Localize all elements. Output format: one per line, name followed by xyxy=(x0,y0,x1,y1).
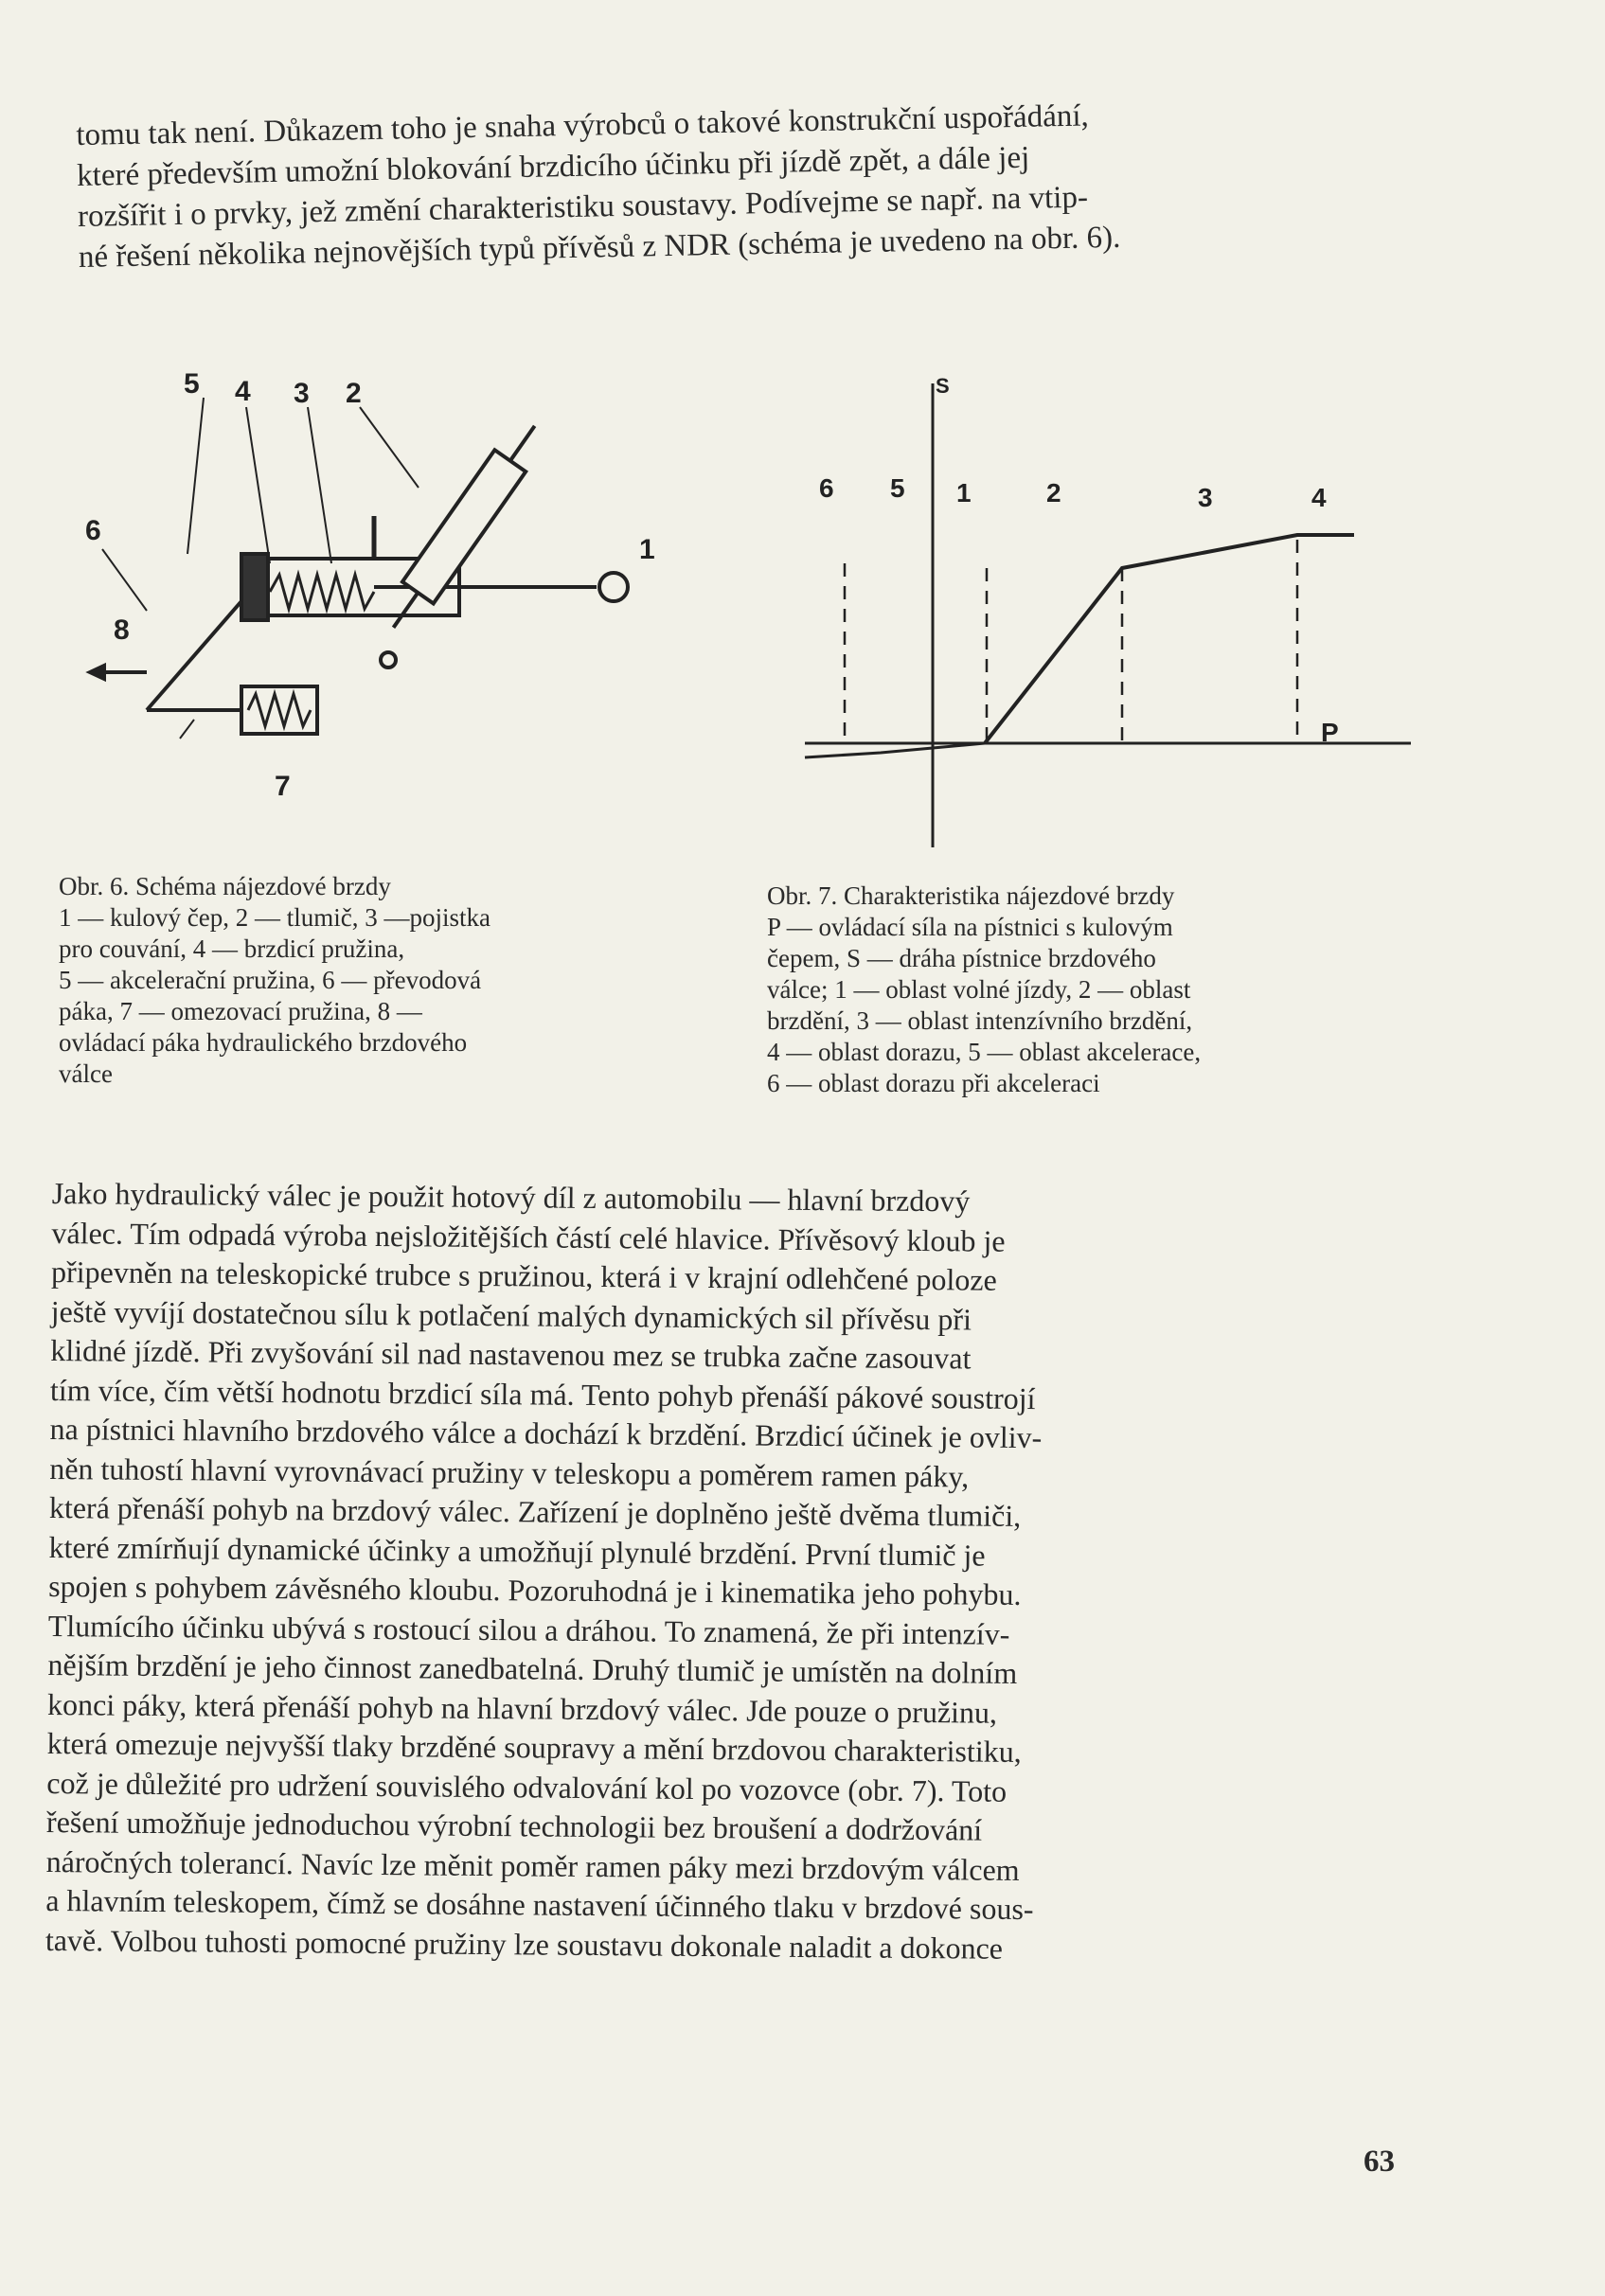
text-line: které především umožní blokování brzdicího účinku při jízdě zpět, a dále jej xyxy=(76,140,1030,193)
p-axis-label: P xyxy=(1321,718,1339,747)
text-line: které zmírňují dynamické účinky a umožňují plynulé brzdění. První tlumič je xyxy=(48,1529,986,1573)
text-line: ještě vyvíjí dostatečnou sílu k potlačení malých dynamických sil přívěsu při xyxy=(50,1293,972,1336)
text-line: klidné jízdě. Při zvyšování sil nad nastavenou mez se trubka začne zasouvat xyxy=(50,1332,972,1376)
brake-spring xyxy=(270,575,374,609)
text-line: která omezuje nejvyšší tlaky brzděné soupravy a mění brzdovou charakteristiku, xyxy=(46,1725,1022,1769)
figure-7-caption xyxy=(767,881,1430,1099)
fig6-label-6: 6 xyxy=(85,515,101,546)
fig6-label-4: 4 xyxy=(235,376,251,407)
s-axis-label: S xyxy=(936,374,950,398)
text-line: a hlavním teleskopem, čímž se dosáhne nastavení účinného tlaku v brzdové sous- xyxy=(45,1882,1034,1927)
damper-pivot xyxy=(381,652,396,667)
fig6-label-2: 2 xyxy=(346,378,362,409)
fig6-label-8: 8 xyxy=(114,614,130,646)
paragraph-main xyxy=(45,1174,1416,1972)
zone-label-6: 6 xyxy=(819,473,834,503)
caption-line: pro couvání, 4 — brzdicí pružina, xyxy=(59,934,405,963)
text-line: nějším brzdění je jeho činnost zanedbatelná. Druhý tlumič je umístěn na dolním xyxy=(47,1646,1018,1690)
zone-label-1: 1 xyxy=(956,478,972,507)
zone-label-3: 3 xyxy=(1198,483,1213,512)
text-line: né řešení několika nejnovějších typů přívěsů z NDR (schéma je uvedeno na obr. 6). xyxy=(78,220,1121,275)
zone-dividers xyxy=(845,540,1297,743)
figure-7-graph xyxy=(786,365,1439,857)
text-line: na pístnici hlavního brzdového válce a dochází k brzdění. Brzdicí účinek je ovliv- xyxy=(49,1411,1043,1455)
caption-line: ovládací páka hydraulického brzdového xyxy=(59,1028,468,1057)
caption-line: Obr. 6. Schéma nájezdové brzdy xyxy=(59,872,391,900)
damper xyxy=(378,415,550,638)
text-line: která přenáší pohyb na brzdový válec. Zařízení je doplněno ještě dvěma tlumiči, xyxy=(48,1489,1022,1533)
zone-label-5: 5 xyxy=(890,473,905,503)
text-line: Tlumícího účinku ubývá s rostoucí silou a dráhou. To znamená, že při intenzív- xyxy=(47,1608,1010,1651)
caption-line: 4 — oblast dorazu, 5 — oblast akcelerace, xyxy=(767,1038,1202,1066)
ball-joint xyxy=(599,573,628,601)
caption-line: Obr. 7. Charakteristika nájezdové brzdy xyxy=(767,881,1175,910)
caption-line: brzdění, 3 — oblast intenzívního brzdění, xyxy=(767,1006,1193,1035)
cylinder-cap xyxy=(241,554,268,620)
text-line: něn tuhostí hlavní vyrovnávací pružiny v teleskopu a poměrem ramen páky, xyxy=(49,1451,970,1493)
fig6-label-7: 7 xyxy=(275,771,291,802)
text-line: tavě. Volbou tuhosti pomocné pružiny lze soustavu dokonale naladit a dokonce xyxy=(45,1922,1004,1966)
text-line: tomu tak není. Důkazem toho je snaha výrobců o takové konstrukční uspořádání, xyxy=(76,98,1090,152)
page-number: 63 xyxy=(1364,2145,1395,2179)
fig6-label-1: 1 xyxy=(639,534,655,565)
figure-6-schematic xyxy=(85,365,691,819)
text-line: válec. Tím odpadá výroba nejsložitějších částí celé hlavice. Přívěsový kloub je xyxy=(51,1215,1006,1258)
figure-6-caption xyxy=(59,871,731,1090)
caption-line: 6 — oblast dorazu při akceleraci xyxy=(767,1069,1100,1097)
paragraph-top xyxy=(76,89,1452,278)
text-line: což je důležité pro udržení souvislého odvalování kol po vozovce (obr. 7). Toto xyxy=(46,1765,1008,1808)
fig6-label-5: 5 xyxy=(184,368,200,400)
fig6-label-3: 3 xyxy=(294,378,310,409)
text-line: náročných tolerancí. Navíc lze měnit poměr ramen páky mezi brzdovým válcem xyxy=(45,1843,1020,1887)
caption-line: 5 — akcelerační pružina, 6 — převodová xyxy=(59,966,482,994)
caption-line: páka, 7 — omezovací pružina, 8 — xyxy=(59,997,422,1025)
text-line: řešení umožňuje jednoduchou výrobní technologii bez broušení a dodržování xyxy=(45,1804,983,1847)
zone-label-4: 4 xyxy=(1311,483,1327,512)
characteristic-curve xyxy=(985,535,1354,743)
text-line: tím více, čím větší hodnotu brzdicí síla má. Tento pohyb přenáší pákové soustrojí xyxy=(49,1372,1036,1415)
caption-line: válce xyxy=(59,1059,113,1088)
text-line: rozšířit i o prvky, jež změní charakteristiku soustavy. Podívejme se např. na vtip- xyxy=(77,180,1089,234)
text-line: připevněn na teleskopické trubce s pružinou, která i v krajní odlehčené poloze xyxy=(50,1254,997,1297)
text-line: Jako hydraulický válec je použit hotový díl z automobilu — hlavní brzdový xyxy=(51,1175,971,1219)
caption-line: 1 — kulový čep, 2 — tlumič, 3 —pojistka xyxy=(59,903,490,932)
caption-line: P — ovládací síla na pístnici s kulovým xyxy=(767,913,1173,941)
transmission-lever xyxy=(147,601,241,710)
curve-negative xyxy=(805,743,985,757)
text-line: konci páky, která přenáší pohyb na hlavní brzdový válec. Jde pouze o pružinu, xyxy=(46,1686,998,1730)
caption-line: válce; 1 — oblast volné jízdy, 2 — oblast xyxy=(767,975,1191,1004)
zone-label-2: 2 xyxy=(1046,478,1061,507)
limiting-spring xyxy=(248,694,311,726)
text-line: spojen s pohybem závěsného kloubu. Pozoruhodná je i kinematika jeho pohybu. xyxy=(48,1568,1022,1611)
caption-line: čepem, S — dráha pístnice brzdového xyxy=(767,944,1156,972)
